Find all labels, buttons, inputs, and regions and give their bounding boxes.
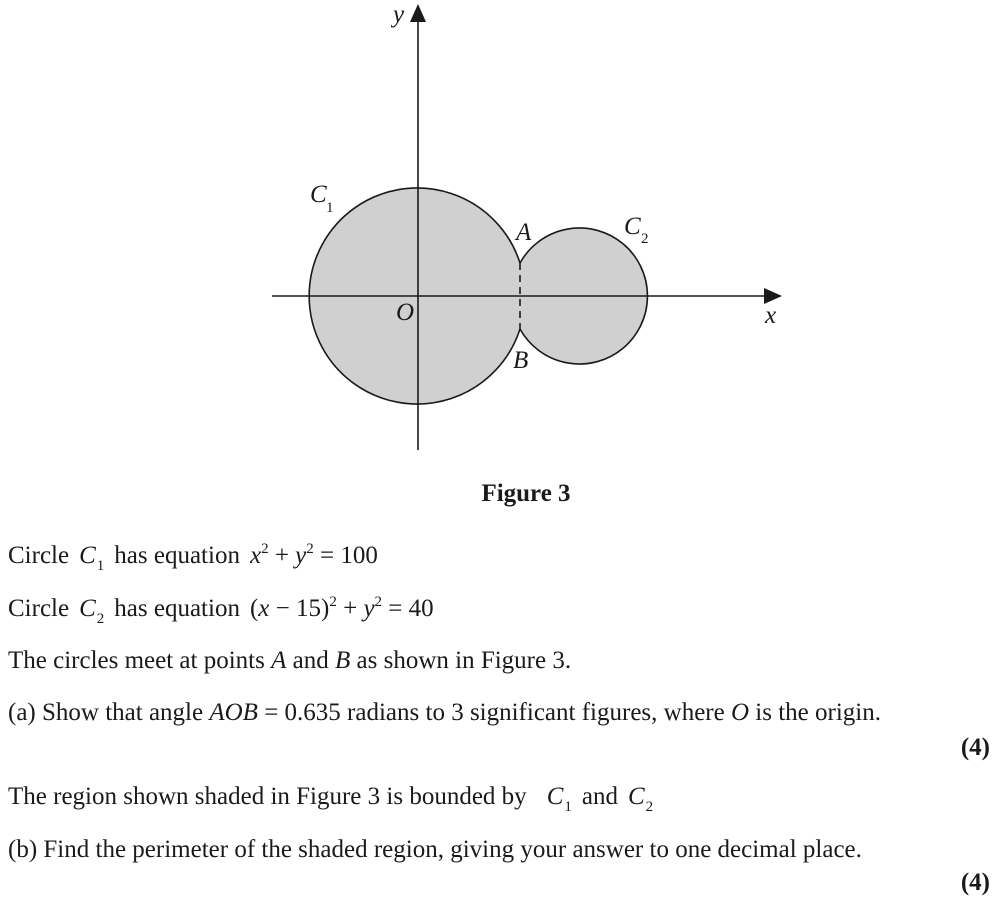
circle-c2-label: C — [624, 213, 641, 240]
part-a-question: (a) Show that angle AOB = 0.635 radians to 3 significant figures, where O is the origin. — [8, 699, 881, 726]
circle-c2-subscript: 2 — [641, 231, 649, 247]
shaded-region-statement: The region shown shaded in Figure 3 is bounded by $C_1$ and $C_2$ — [8, 783, 654, 815]
intersection-statement: The circles meet at points A and B as shown in Figure 3. — [8, 647, 572, 674]
figure-caption: Figure 3 — [481, 480, 571, 507]
y-axis-label: y — [393, 1, 405, 28]
part-b-marks: (4) — [960, 869, 990, 896]
point-a-label: A — [516, 219, 532, 246]
origin-label: O — [396, 299, 415, 326]
circle-c1-subscript: 1 — [326, 200, 334, 216]
circle-c1-label: C — [310, 181, 327, 208]
circle-c2-equation-line: Circle $C_2$ has equation $(x - 15)^2 + y^2 = 40$ — [8, 594, 434, 627]
circle-c1-equation-line: Circle $C_1$ has equation $x^2 + y^2 = 100$ — [8, 541, 378, 574]
part-b-question: (b) Find the perimeter of the shaded region, giving your answer to one decimal place. — [8, 836, 862, 863]
part-a-marks: (4) — [960, 734, 990, 761]
point-b-label: B — [513, 347, 529, 374]
y-axis-arrow-icon — [410, 4, 426, 22]
x-axis-label: x — [765, 302, 777, 329]
